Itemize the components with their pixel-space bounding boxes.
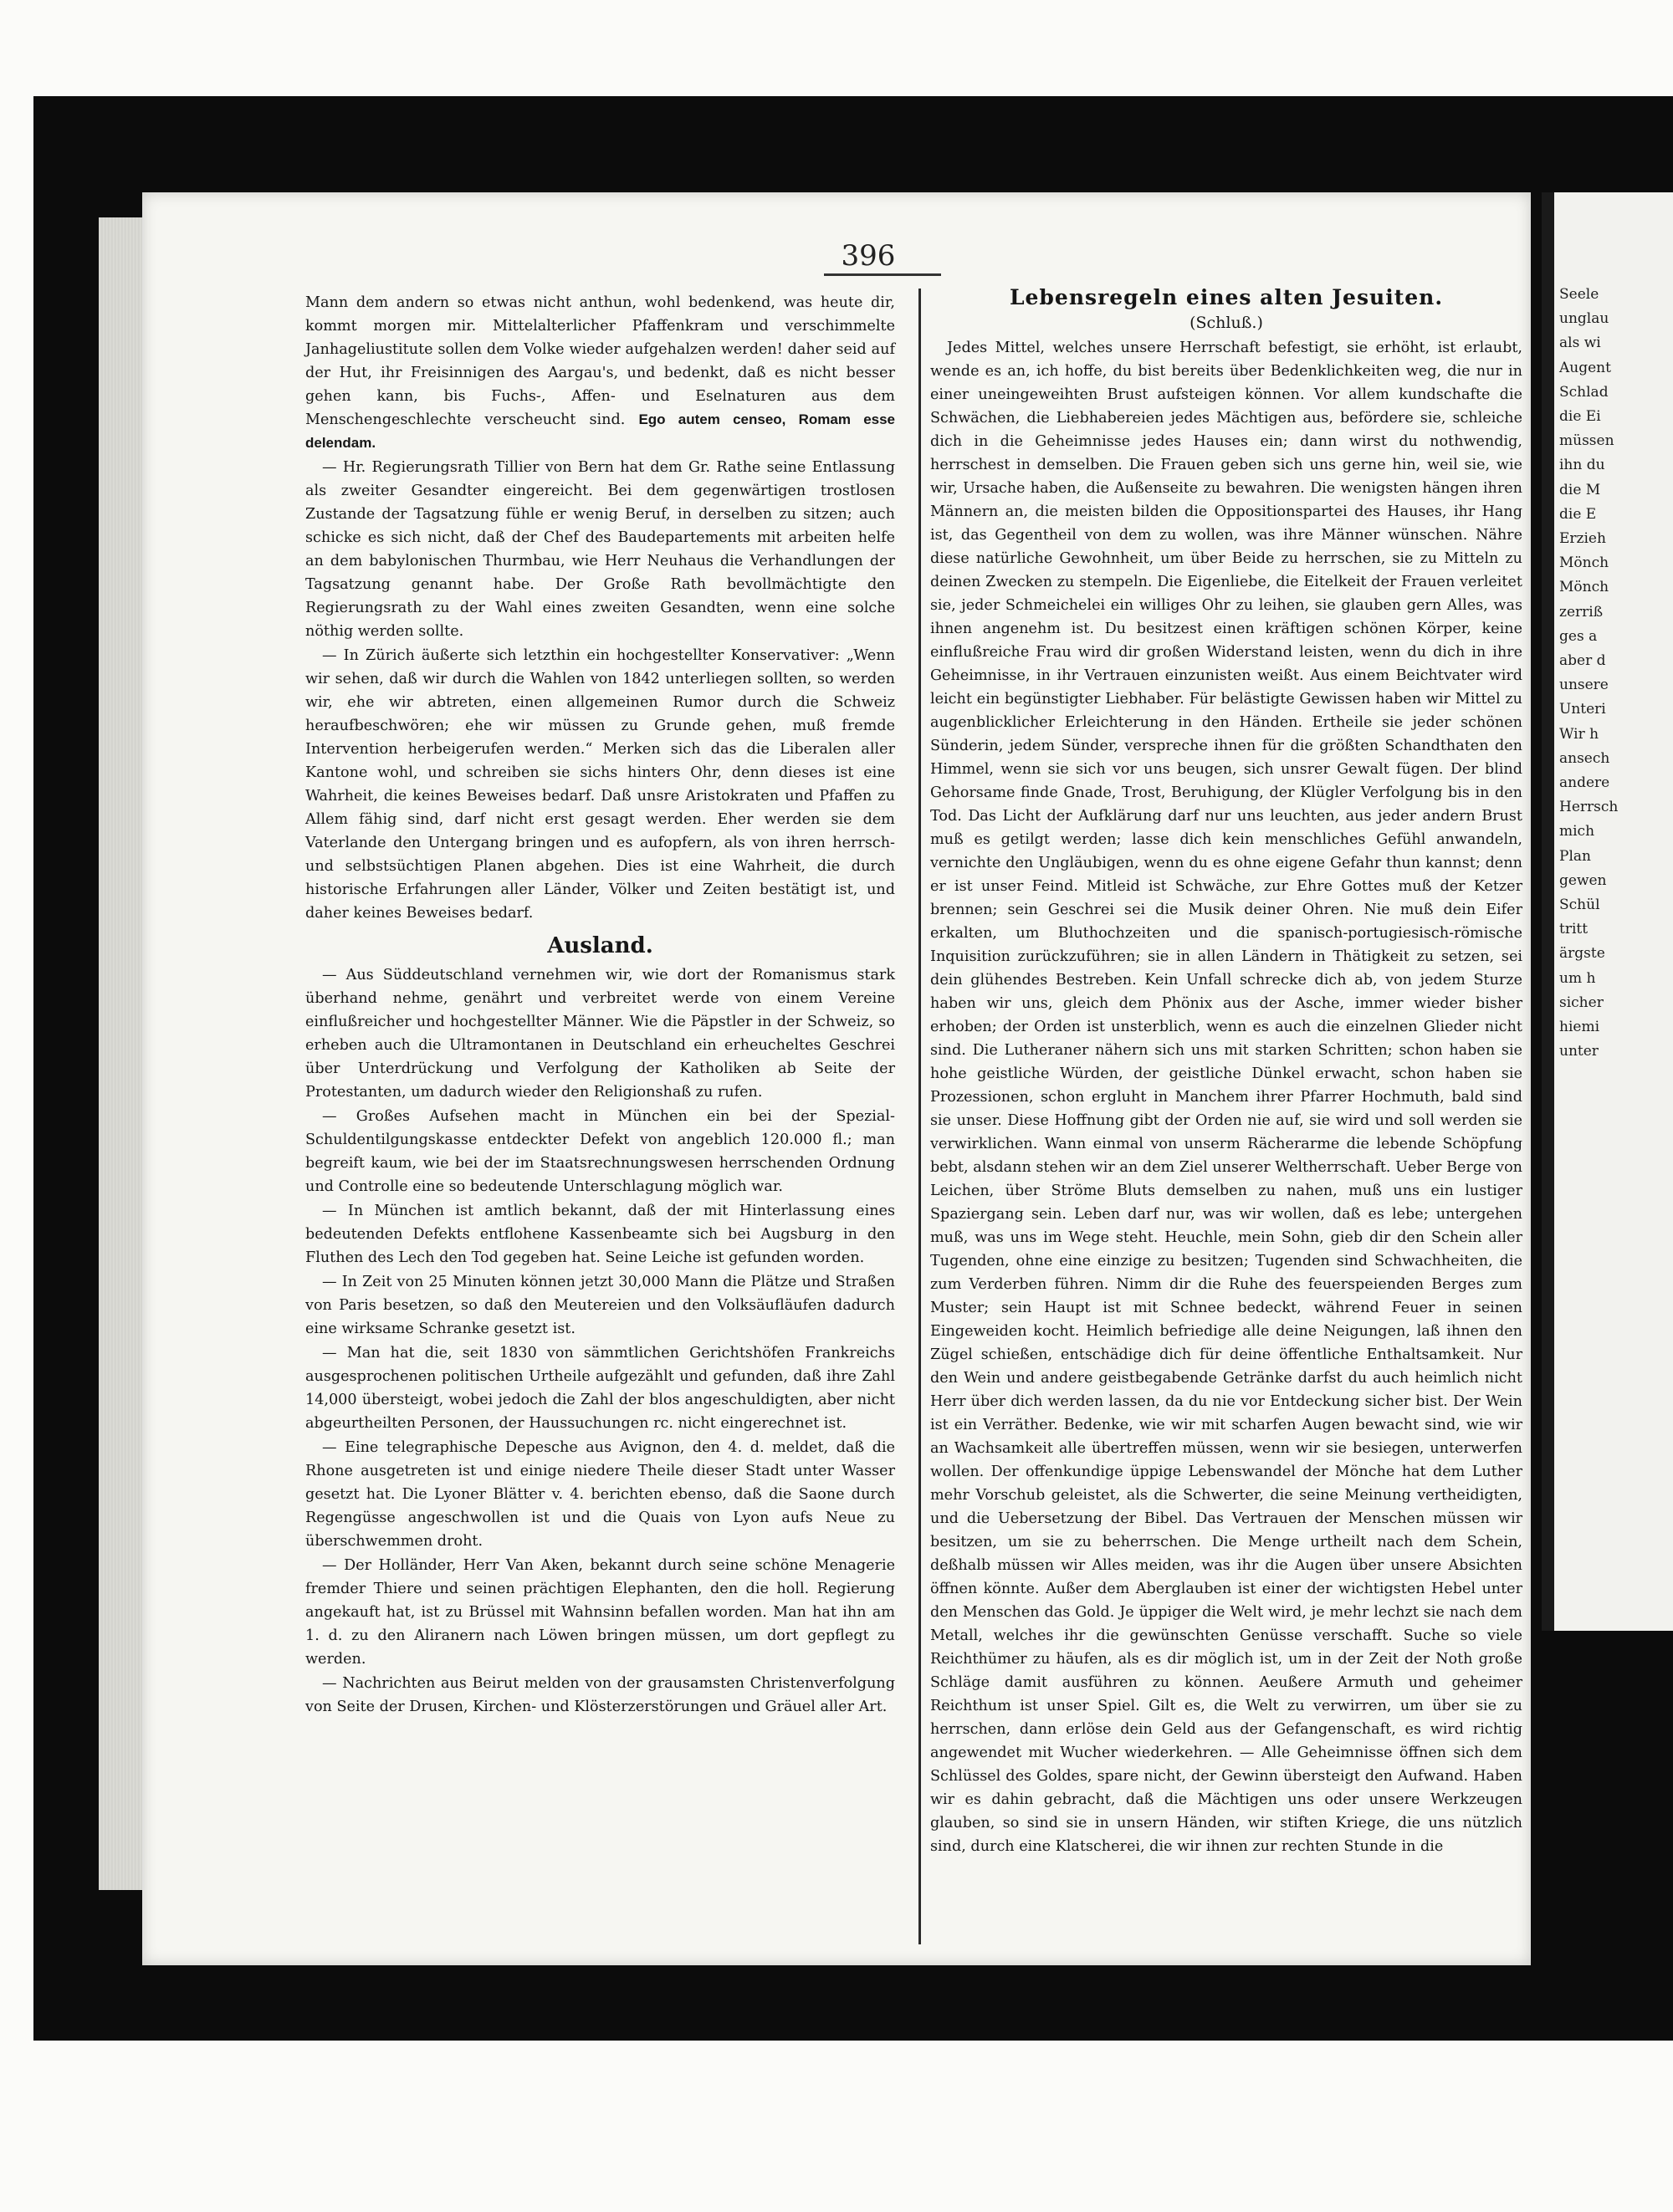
ausland-paragraph-2: — Großes Aufsehen macht in München ein bei der Spezial-Schuldentilgungskasse entdeckter Defekt von angeblich 120.000 fl.; man begreift kaum, wie bei der im Staatsrechnungswesen herrschenden Ordnung und Controlle eine so bedeutende Unterschlagung möglich war. — [305, 1108, 895, 1195]
facing-page-line: als wi — [1559, 335, 1601, 352]
facing-page-line: müssen — [1559, 432, 1614, 450]
facing-page-line: ärgste — [1559, 945, 1605, 963]
article-subtitle: (Schluß.) — [1190, 314, 1263, 332]
right-column — [930, 284, 1522, 1859]
article-title: Lebensregeln eines alten Jesuiten. — [1009, 285, 1444, 309]
facing-page-line: Unteri — [1559, 701, 1606, 718]
page-number-rule — [824, 273, 941, 276]
facing-page-line: die E — [1559, 505, 1597, 523]
facing-page-line: andere — [1559, 774, 1610, 792]
facing-page-line: Mönch — [1559, 579, 1609, 596]
facing-page-line: unglau — [1559, 310, 1609, 328]
facing-page-line: Wir h — [1559, 725, 1599, 743]
facing-page-line: unter — [1559, 1043, 1599, 1060]
latin-phrase: Ego autem censeo, Romam esse delendam. — [305, 411, 896, 451]
ausland-paragraph-3: — In München ist amtlich bekannt, daß der mit Hinterlassung eines bedeutenden Defekts entflohene Kassenbeamte sich bei Augsburg in den Fluthen des Lech den Tod gegeben hat. Seine Leiche ist gefunden worden. — [305, 1203, 895, 1266]
page-number: 396 — [841, 239, 896, 273]
facing-page-line: mich — [1559, 823, 1595, 840]
facing-page-line: Augent — [1559, 359, 1611, 376]
facing-page-line: um h — [1559, 969, 1596, 987]
facing-page-line: gewen — [1559, 871, 1607, 889]
paragraph-1 — [305, 291, 895, 455]
book-page-edges — [99, 217, 142, 1890]
facing-page-line: sicher — [1559, 994, 1604, 1011]
facing-page-line: Herrsch — [1559, 799, 1619, 816]
facing-page-line: zerriß — [1559, 603, 1604, 621]
section-heading-ausland: Ausland. — [547, 933, 653, 958]
facing-page-line: hiemi — [1559, 1019, 1600, 1036]
left-column — [305, 291, 895, 1719]
facing-page-line: Plan — [1559, 847, 1591, 865]
facing-page-line: die Ei — [1559, 408, 1601, 426]
facing-page-fragment — [1554, 192, 1673, 1631]
ausland-paragraph-7: — Der Holländer, Herr Van Aken, bekannt durch seine schöne Menagerie fremder Thiere und seinen prächtigen Elephanten, den die holl. Regierung angekauft hat, ist zu Brüssel mit Wahnsinn befallen worden. Man hat ihn am 1. d. zu den Aliranern nach Löwen bringen müssen, um dort gepflegt zu werden. — [305, 1557, 895, 1668]
paragraph-1-text: Mann dem andern so etwas nicht anthun, wohl bedenkend, was heute dir, kommt morgen mir. Mittelalterlicher Pfaffenkram und verschimmelte Janhageliustitute sollen dem Volke wieder aufgehalzen werden! daher seid auf der Hut, ihr Freisinnigen des Aargau's, und bedenkt, daß es nicht besser gehen kann, bis Fuchs-, Affen- und Eselnaturen aus dem Menschengeschlechte verscheucht sind. — [305, 294, 895, 428]
facing-page-line: die M — [1559, 481, 1601, 498]
facing-page-line: Seele — [1559, 286, 1599, 303]
facing-page-line: Erzieh — [1559, 530, 1606, 548]
facing-page-lines — [1554, 192, 1673, 1065]
facing-page-line: unsere — [1559, 677, 1609, 694]
ausland-paragraph-1: — Aus Süddeutschland vernehmen wir, wie dort der Romanismus stark überhand nehme, genährt und verbreitet werde von einem Vereine einflußreicher und hochgestellter Männer. Wie die Päpstler in der Schweiz, so erheben auch die Ultramontanen in Deutschland ein erheucheltes Geschrei über Unterdrückung und Verfolgung der Katholiken ab Seite der Protestanten, um dadurch wieder den Religionshaß zu rufen. — [305, 967, 895, 1101]
facing-page-line: ansech — [1559, 749, 1610, 767]
facing-page-line: Schlad — [1559, 383, 1609, 401]
paragraph-2: — Hr. Regierungsrath Tillier von Bern hat dem Gr. Rathe seine Entlassung als zweiter Gesandter eingereicht. Bei dem gegenwärtigen trostlosen Zustande der Tagsatzung fühle er wenig Beruf, in derselben zu sitzen; auch schicke es sich nicht, daß der Chef des Baudepartements mit arbeiten helfe an dem babylonischen Thurmbau, wie Herr Neuhaus die Verhandlungen der Tagsatzung genannt habe. Der Große Rath bevollmächtigte den Regierungsrath zu der Wahl eines zweiten Gesandten, wenn eine solche nöthig werden sollte. — [305, 459, 895, 640]
facing-page-line: Schül — [1559, 897, 1600, 914]
facing-page-line: aber d — [1559, 652, 1606, 670]
ausland-paragraph-5: — Man hat die, seit 1830 von sämmtlichen Gerichtshöfen Frankreichs ausgesprochenen politischen Urtheile aufgezählt und gefunden, daß ihre Zahl 14,000 übersteigt, wobei jedoch die Zahl der blos angeschuldigten, aber nicht abgeurtheilten Personen, der Haussuchungen rc. nicht eingerechnet ist. — [305, 1345, 895, 1432]
ausland-paragraph-6: — Eine telegraphische Depesche aus Avignon, den 4. d. meldet, daß die Rhone ausgetreten ist und einige niedere Theile dieser Stadt unter Wasser gesetzt hat. Die Lyoner Blätter v. 4. berichten ebenso, daß die Saone durch Regengüsse angeschwollen ist und die Quais von Lyon aufs Neue zu überschwemmen droht. — [305, 1439, 895, 1550]
paragraph-3: — In Zürich äußerte sich letzthin ein hochgestellter Konservativer: „Wenn wir sehen, daß wir durch die Wahlen von 1842 unterliegen sollten, so werden wir, ehe wir abtreten, einen allgemeinen Rumor durch die Schweiz heraufbeschwören; ehe wir müssen zu Grunde gehen, muß fremde Intervention herbeigerufen werden.“ Merken sich das die Liberalen aller Kantone wohl, und schreiben sie sichs hinters Ohr, denn dieses ist eine Wahrheit, die keines Beweises bedarf. Daß unsre Aristokraten und Pfaffen zu Allem fähig sind, darf nicht erst gesagt werden. Eher werden sie dem Vaterlande den Untergang bringen und es aufopfern, als von ihren herrsch- und selbstsüchtigen Planen abgehen. Dies ist eine Wahrheit, die durch historische Erfahrungen aller Länder, Völker und Zeiten bestätigt ist, und daher keines Beweises bedarf. — [305, 647, 895, 922]
facing-page-line: Mönch — [1559, 554, 1609, 572]
scan-bottom-margin — [0, 2041, 1673, 2212]
facing-page-line: ihn du — [1559, 457, 1605, 474]
ausland-paragraph-8: — Nachrichten aus Beirut melden von der grausamsten Christenverfolgung von Seite der Drusen, Kirchen- und Klösterzerstörungen und Gräuel aller Art. — [305, 1675, 895, 1715]
scan-top-margin — [0, 0, 1673, 96]
column-divider — [918, 289, 921, 1944]
article-body: Jedes Mittel, welches unsere Herrschaft befestigt, sie erhöht, ist erlaubt, wende es an, ich hoffe, du bist bereits über Bedenklichkeiten weg, die nur in einer uneingeweihten Brust aufsteigen können. Vor allem kundschafte die Schwächen, die Liebhabereien jedes Mächtigen aus, befördere sie, schleiche dich in die Geheimnisse jedes Hauses ein; dann wirst du nothwendig, herrschest in demselben. Die Frauen geben sich uns gerne hin, weil sie, wie wir, Ursache haben, die Außenseite zu bewahren. Die wenigsten hängen ihren Männern an, die meisten bilden die Oppositionspartei des Hauses, ihr Hang ist, das Gegentheil von dem zu wollen, was ihre Männer wünschen. Nähre diese natürliche Gewohnheit, um über Beide zu herrschen, sie zu Mitteln zu deinen Zwecken zu stempeln. Die Eigenliebe, die Eitelkeit der Frauen verleitet sie, jeder Schmeichelei ein williges Ohr zu leihen, sie glauben gern Alles, was ihnen angenehm ist. Du besitzest einen kräftigen schönen Körper, keine einflußreiche Frau wird dir großen Widerstand leisten, wenn du dich in ihre Geheimnisse, in ihr Vertrauen einzunisten weißt. Aus einem Beichtvater wird leicht ein begünstigter Liebhaber. Für belästigte Gewissen haben wir Mittel zu augenblicklicher Erleichterung in den Händen. Ertheile sie jeder schönen Sünderin, jedem Sünder, verspreche ihnen für die größten Schandthaten den Himmel, wenn sie sich vor uns beugen, sich unsrer Gewalt fügen. Der blind Gehorsame finde Gnade, Trost, Beruhigung, der Klügler Verfolgung bis in den Tod. Das Licht der Aufklärung darf nur uns leuchten, aus jeder andern Brust muß es getilgt werden; lasse dich kein menschliches Gefühl anwandeln, vernichte den Ungläubigen, wenn du es ohne eigene Gefahr thun kannst; denn er ist unser Feind. Mitleid ist Schwäche, zur Ehre Gottes muß der Ketzer brennen; sein Geschrei sei die Musik deiner Ohren. Nie muß dein Eifer erkalten, um Bluthochzeiten und die spanisch-portugiesisch-römische Inquisition zurückzuführen; sie in allen Ländern in Thätigkeit zu setzen, sei dein glühendes Bestreben. Kein Unfall schrecke dich ab, von jedem Sturze haben wir uns, gleich dem Phönix aus der Asche, immer wieder bisher erhoben; der Orden ist unsterblich, wenn es auch die einzelnen Glieder nicht sind. Die Lutheraner nähern sich uns mit starken Schritten; schon haben sie hohe geistliche Würden, der geistliche Dünkel erwacht, schon haben sie Prozessionen, schon ergluht in Manchem ihrer Pfarrer Hochmuth, bald sind sie unser. Diese Hoffnung gibt der Orden nie auf, sie wird und soll werden sie verwirklichen. Wann einmal von unserm Rächerarme die lebende Schöpfung bebt, alsdann stehen wir an dem Ziel unserer Weltherrschaft. Ueber Berge von Leichen, über Ströme Bluts demselben zu nahen, muß uns ein lustiger Spaziergang sein. Leben darf nur, was wir wollen, daß es lebe; untergehen muß, was uns im Wege steht. Heuchle, mein Sohn, gieb dir den Schein aller Tugenden, ohne eine einzige zu besitzen; Tugenden sind Schwachheiten, die zum Verderben führen. Nimm dir die Ruhe des feuerspeienden Berges zum Muster; sein Haupt ist mit Schnee bedeckt, während Feuer in seinen Eingeweiden kocht. Heimlich befriedige alle deine Neigungen, laß ihnen den Zügel schießen, entschädige dich für deine öffentliche Enthaltsamkeit. Nur den Wein und andere geistbegabende Getränke darfst du auch heimlich nicht Herr über dich werden lassen, da du nie vor Entdeckung sicher bist. Der Wein ist ein Verräther. Bedenke, wie wir mit scharfen Augen bewacht sind, wie wir an Wachsamkeit alle übertreffen müssen, wenn wir sie besiegen, unterwerfen wollen. Der offenkundige üppige Lebenswandel der Mönche hat dem Luther mehr Vorschub geleistet, als die Schwerter, die seine Meinung vertheidigten, und die Uebersetzung der Bibel. Das Vertrauen der Menschen müssen wir besitzen, um sie zu beherrschen. Die Menge urtheilt nach dem Schein, deßhalb müssen wir Alles meiden, was ihr die Augen über unsere Absichten öffnen könnte. Außer dem Aberglauben ist einer der wichtigsten Hebel unter den Menschen das Gold. Je üppiger die Welt wird, je mehr lechzt sie nach dem Metall, welches ihr die gewünschten Genüsse verschafft. Suche so viele Reichthümer zu häufen, als es dir möglich ist, um in der Zeit der Noth große Schläge damit ausführen zu können. Aeußere Armuth und geheimer Reichthum ist unser Spiel. Gilt es, die Welt zu verwirren, um über sie zu herrschen, dann erlöse dein Geld aus der Gefangenschaft, es wird richtig angewendet mit Wucher wiederkehren. — Alle Geheimnisse öffnen sich dem Schlüssel des Goldes, spare nicht, der Gewinn übersteigt den Aufwand. Haben wir es dahin gebracht, daß die Mächtigen uns oder unsere Werkzeugen glauben, so sind sie in unsern Händen, wir stiften Kriege, die uns nützlich sind, durch eine Klatscherei, die wir ihnen zur rechten Stunde in die — [930, 340, 1522, 1855]
ausland-paragraph-4: — In Zeit von 25 Minuten können jetzt 30,000 Mann die Plätze und Straßen von Paris besetzen, so daß den Meutereien und den Volksäufläufen dadurch eine wirksame Schranke gesetzt ist. — [305, 1274, 895, 1337]
facing-page-line: tritt — [1559, 921, 1589, 938]
facing-page-line: ges a — [1559, 627, 1598, 645]
gutter-shadow — [1542, 192, 1554, 1631]
